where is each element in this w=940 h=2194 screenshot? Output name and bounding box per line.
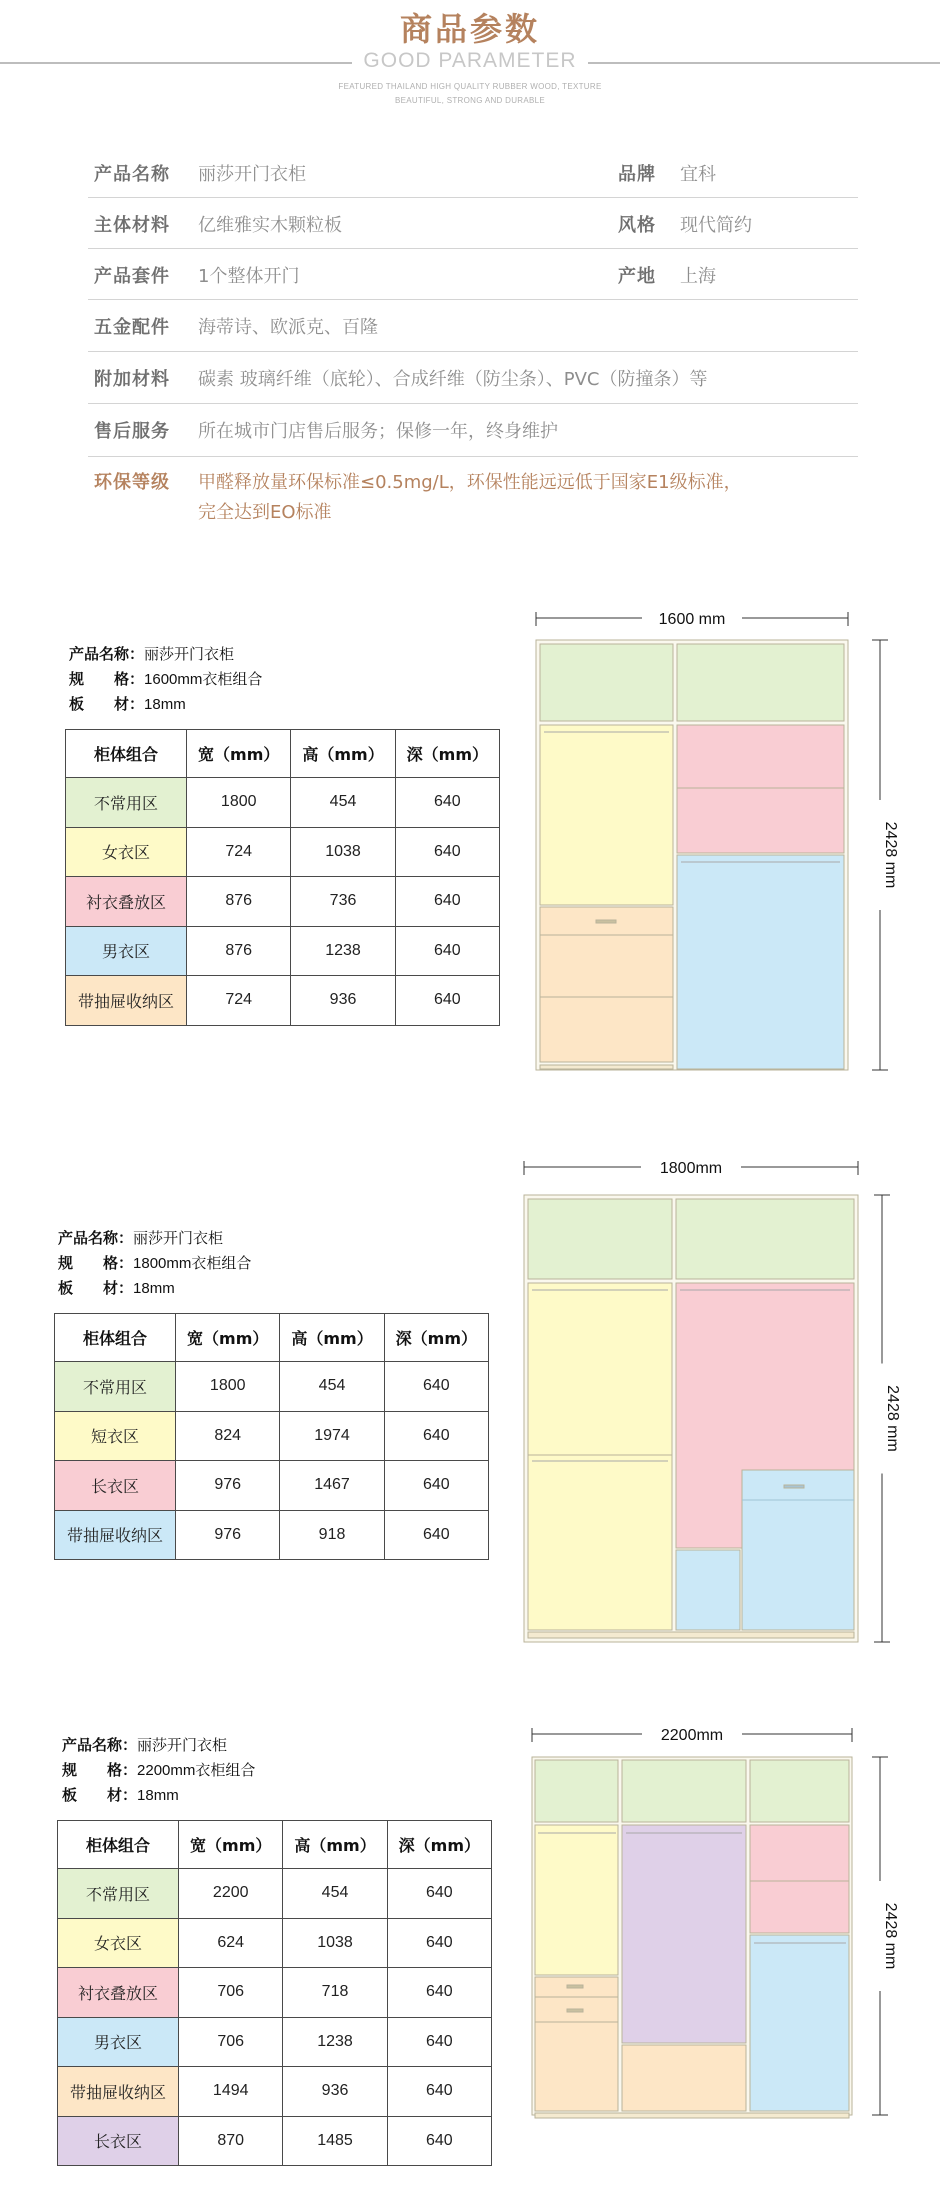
storage-zone-top-right [677, 644, 844, 721]
info-value: 18mm [137, 1787, 179, 1804]
shirt-folding-zone [750, 1825, 849, 1933]
width-cell: 870 [179, 2116, 283, 2166]
column-header: 深（mm） [395, 730, 499, 778]
table-header-row [55, 1314, 489, 1362]
param-value: 海蒂诗、欧派克、百隆 [198, 317, 378, 338]
shirt-folding-zone [677, 725, 844, 853]
depth-cell: 640 [384, 1411, 488, 1461]
info-value: 18mm [133, 1280, 175, 1297]
info-value: 18mm [144, 696, 186, 713]
table-row [66, 778, 500, 828]
width-cell: 876 [187, 926, 291, 976]
height-cell: 454 [283, 1869, 387, 1919]
depth-cell: 640 [384, 1510, 488, 1560]
param-label: 品牌 [618, 164, 656, 185]
table-row [58, 1869, 492, 1919]
drawer-zone [540, 907, 673, 1062]
drawer-zone [742, 1470, 854, 1630]
table-row [58, 1918, 492, 1968]
table-row [66, 976, 500, 1026]
zone-cell: 长衣区 [55, 1461, 176, 1511]
info-value: 1600mm衣柜组合 [144, 671, 263, 688]
long-hanging-zone [622, 1825, 746, 2043]
column-header: 柜体组合 [66, 730, 187, 778]
param-label: 五金配件 [94, 317, 170, 338]
mens-hanging-zone [750, 1935, 849, 2111]
info-label: 板 材： [69, 695, 145, 713]
plinth [528, 1632, 854, 1638]
width-cell: 1800 [176, 1362, 280, 1412]
zone-cell: 女衣区 [66, 827, 187, 877]
zone-cell: 短衣区 [55, 1411, 176, 1461]
tagline-1: FEATURED THAILAND HIGH QUALITY RUBBER WOOD, TEXTURE [338, 82, 602, 91]
depth-cell: 640 [384, 1362, 488, 1412]
depth-cell: 640 [387, 1968, 491, 2018]
table-row [55, 1362, 489, 1412]
param-value: 所在城市门店售后服务；保修一年，终身维护 [198, 421, 558, 442]
info-value: 2200mm衣柜组合 [137, 1762, 256, 1779]
height-cell: 918 [280, 1510, 384, 1560]
tagline-2: BEAUTIFUL, STRONG AND DURABLE [394, 96, 546, 105]
param-value: 碳素 玻璃纤维（底轮）、合成纤维（防尘条）、PVC（防撞条）等 [198, 369, 708, 390]
zone-cell: 不常用区 [58, 1869, 179, 1919]
depth-cell: 640 [387, 1869, 491, 1919]
table-row [55, 1411, 489, 1461]
height-dimension-label: 2428 mm [882, 1902, 899, 1970]
param-row-extra-materials [88, 351, 858, 404]
param-row-material-style [88, 197, 858, 249]
param-value: 甲醛释放量环保标准≤0.5mg/L，环保性能远远低于国家E1级标准， [198, 472, 742, 493]
womens-hanging-zone [535, 1825, 618, 1975]
spec-table-2200 [57, 1820, 492, 2166]
param-row-eco-grade [88, 456, 858, 526]
product-info-1600 [69, 642, 262, 717]
zone-cell: 男衣区 [58, 2017, 179, 2067]
table-row [55, 1461, 489, 1511]
depth-cell: 640 [384, 1461, 488, 1511]
table-header-row [66, 730, 500, 778]
table-row [58, 1968, 492, 2018]
table-row [66, 827, 500, 877]
zone-cell: 衬衣叠放区 [58, 1968, 179, 2018]
width-cell: 876 [187, 877, 291, 927]
column-header: 高（mm） [280, 1314, 384, 1362]
info-value: 丽莎开门衣柜 [137, 1737, 228, 1754]
param-label: 附加材料 [94, 369, 170, 390]
depth-cell: 640 [387, 2116, 491, 2166]
depth-cell: 640 [387, 1918, 491, 1968]
height-cell: 1485 [283, 2116, 387, 2166]
param-value: 亿维雅实木颗粒板 [198, 215, 342, 236]
info-label: 板 材： [62, 1786, 138, 1804]
height-cell: 454 [291, 778, 395, 828]
width-cell: 1800 [187, 778, 291, 828]
spec-table-1600 [65, 729, 500, 1026]
storage-zone-top-left [528, 1199, 672, 1279]
param-value: 上海 [680, 266, 716, 287]
plinth [535, 2113, 849, 2118]
drawer-handle [567, 1985, 583, 1988]
column-header: 深（mm） [384, 1314, 488, 1362]
param-value: 宜科 [680, 164, 716, 185]
column-header: 深（mm） [387, 1821, 491, 1869]
womens-hanging-zone [540, 725, 673, 905]
zone-cell: 女衣区 [58, 1918, 179, 1968]
param-value: 1个整体开门 [198, 266, 300, 287]
width-cell: 1494 [179, 2067, 283, 2117]
width-cell: 976 [176, 1461, 280, 1511]
width-cell: 624 [179, 1918, 283, 1968]
spec-table-1800 [54, 1313, 489, 1560]
info-label: 产品名称： [69, 645, 145, 663]
info-label: 规 格： [69, 670, 145, 688]
param-label: 产品名称 [94, 164, 170, 185]
height-dimension-label: 2428 mm [882, 821, 899, 889]
height-cell: 1238 [283, 2017, 387, 2067]
wardrobe-diagram-1800 [518, 1157, 901, 1647]
height-cell: 718 [283, 1968, 387, 2018]
width-cell: 2200 [179, 1869, 283, 1919]
height-cell: 1238 [291, 926, 395, 976]
height-cell: 936 [283, 2067, 387, 2117]
height-dimension-label: 2428 mm [884, 1385, 901, 1452]
table-header-row [58, 1821, 492, 1869]
drawer-handle [596, 920, 616, 923]
storage-zone-top-right [676, 1199, 854, 1279]
drawer-handle [784, 1485, 804, 1488]
product-info-1800 [58, 1226, 251, 1301]
column-header: 高（mm） [291, 730, 395, 778]
storage-zone-top-left [540, 644, 673, 721]
storage-zone-top-left [535, 1760, 618, 1822]
param-label: 产品套件 [94, 266, 170, 287]
width-cell: 706 [179, 1968, 283, 2018]
param-row-hardware [88, 299, 858, 352]
info-value: 1800mm衣柜组合 [133, 1255, 252, 1272]
table-row [58, 2017, 492, 2067]
depth-cell: 640 [395, 976, 499, 1026]
param-row-after-sales [88, 403, 858, 457]
info-label: 产品名称： [58, 1229, 134, 1247]
table-row [55, 1510, 489, 1560]
depth-cell: 640 [395, 926, 499, 976]
wardrobe-diagram-1600 [530, 604, 899, 1084]
info-value: 丽莎开门衣柜 [144, 646, 235, 663]
zone-cell: 不常用区 [66, 778, 187, 828]
column-header: 柜体组合 [55, 1314, 176, 1362]
page-title: 商品参数 [399, 10, 540, 48]
column-header: 高（mm） [283, 1821, 387, 1869]
depth-cell: 640 [395, 827, 499, 877]
depth-cell: 640 [395, 778, 499, 828]
info-label: 产品名称： [62, 1736, 138, 1754]
height-cell: 1974 [280, 1411, 384, 1461]
zone-cell: 带抽屉收纳区 [58, 2067, 179, 2117]
storage-zone-top-right [750, 1760, 849, 1822]
table-row [58, 2116, 492, 2166]
info-label: 规 格： [58, 1254, 134, 1272]
height-cell: 736 [291, 877, 395, 927]
table-row [66, 926, 500, 976]
depth-cell: 640 [387, 2067, 491, 2117]
height-cell: 1467 [280, 1461, 384, 1511]
width-cell: 724 [187, 827, 291, 877]
wardrobe-diagram-2200 [528, 1720, 908, 2140]
height-cell: 1038 [291, 827, 395, 877]
zone-cell: 衬衣叠放区 [66, 877, 187, 927]
storage-zone-top-middle [622, 1760, 746, 1822]
param-value: 丽莎开门衣柜 [198, 164, 306, 185]
table-row [66, 877, 500, 927]
param-value: 完全达到EO标准 [198, 502, 332, 523]
zone-cell: 男衣区 [66, 926, 187, 976]
zone-cell: 带抽屉收纳区 [55, 1510, 176, 1560]
zone-cell: 不常用区 [55, 1362, 176, 1412]
width-dimension-label: 1600 mm [658, 611, 726, 628]
column-header: 柜体组合 [58, 1821, 179, 1869]
width-cell: 824 [176, 1411, 280, 1461]
param-label: 产地 [618, 266, 656, 287]
plinth [540, 1065, 673, 1069]
info-value: 丽莎开门衣柜 [133, 1230, 224, 1247]
short-hanging-zone [528, 1283, 672, 1630]
param-label: 主体材料 [94, 215, 170, 236]
height-cell: 936 [291, 976, 395, 1026]
info-label: 板 材： [58, 1279, 134, 1297]
depth-cell: 640 [387, 2017, 491, 2067]
info-label: 规 格： [62, 1761, 138, 1779]
width-dimension-label: 2200mm [660, 1727, 724, 1744]
width-cell: 724 [187, 976, 291, 1026]
table-row [58, 2067, 492, 2117]
param-row-kit-origin [88, 248, 858, 300]
height-cell: 454 [280, 1362, 384, 1412]
width-cell: 706 [179, 2017, 283, 2067]
column-header: 宽（mm） [179, 1821, 283, 1869]
param-label: 风格 [618, 215, 656, 236]
page-subtitle: GOOD PARAMETER [363, 49, 577, 72]
param-label: 售后服务 [94, 421, 170, 442]
column-header: 宽（mm） [187, 730, 291, 778]
depth-cell: 640 [395, 877, 499, 927]
zone-cell: 带抽屉收纳区 [66, 976, 187, 1026]
width-dimension-label: 1800mm [659, 1160, 723, 1177]
param-row-name-brand [88, 150, 858, 198]
height-cell: 1038 [283, 1918, 387, 1968]
param-label: 环保等级 [94, 472, 170, 493]
column-header: 宽（mm） [176, 1314, 280, 1362]
drawer-zone-middle [622, 2045, 746, 2111]
param-value: 现代简约 [680, 215, 752, 236]
width-cell: 976 [176, 1510, 280, 1560]
drawer-handle [567, 2009, 583, 2012]
product-info-2200 [62, 1733, 255, 1808]
storage-lower-left [676, 1550, 740, 1630]
zone-cell: 长衣区 [58, 2116, 179, 2166]
mens-hanging-zone [677, 855, 844, 1069]
